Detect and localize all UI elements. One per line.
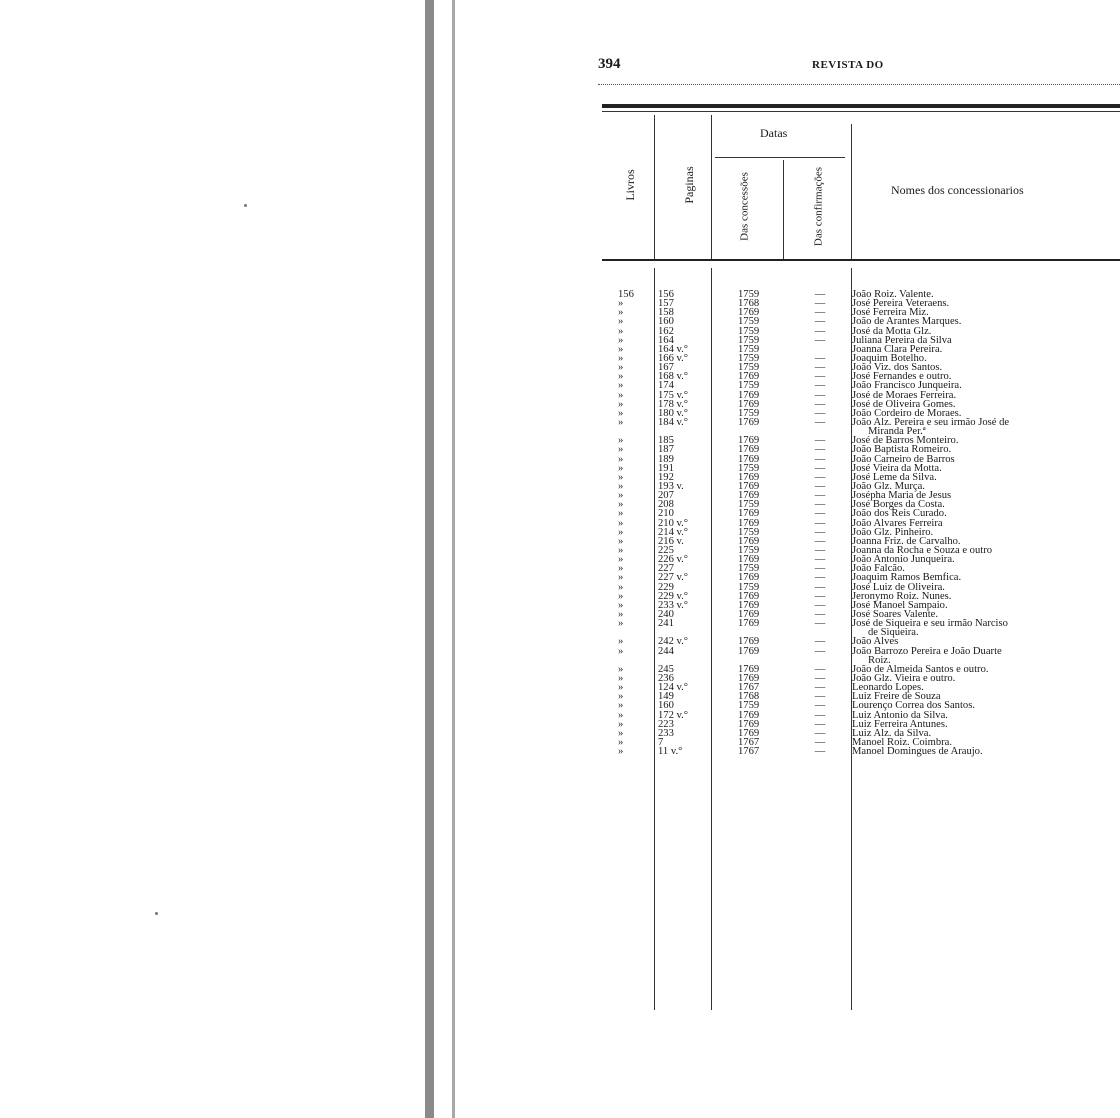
cell-pagina: 214 v.°: [658, 526, 689, 538]
table-body: [598, 290, 1120, 756]
header-das-confirmacoes: Das confirmações: [812, 166, 825, 247]
cell-livro: »: [618, 700, 624, 712]
cell-pagina: 178 v.°: [658, 398, 689, 410]
cell-livro: »: [618, 746, 624, 758]
name-line: Joaquim Ramos Bemfica.: [852, 572, 962, 584]
cell-confirmacao: —: [814, 407, 826, 419]
cell-pagina: 162: [658, 325, 674, 337]
cell-confirmacao: —: [814, 316, 826, 328]
cell-pagina: 242 v.°: [658, 636, 689, 648]
cell-confirmacao: —: [814, 416, 826, 428]
cell-confirmacao: —: [814, 490, 826, 502]
cell-livro: »: [618, 608, 624, 620]
cell-livro: »: [618, 352, 624, 364]
name-line: Josépha Maria de Jesus: [852, 490, 952, 502]
cell-confirmacao: —: [814, 517, 826, 529]
name-line: João Barrozo Pereira e João Duarte: [852, 645, 1002, 657]
cell-pagina: 229: [658, 581, 674, 593]
cell-livro: »: [618, 718, 624, 730]
cell-concessao: 1767: [738, 746, 760, 758]
cell-concessao: 1769: [738, 371, 760, 383]
header-livros: Livros: [623, 169, 637, 201]
name-line: José Luiz de Oliveira.: [852, 581, 945, 593]
cell-confirmacao: —: [814, 636, 826, 648]
cell-pagina: 216 v.: [658, 535, 684, 547]
cell-concessao: 1768: [738, 691, 760, 703]
table-top-thick-rule: [602, 104, 1120, 108]
cell-concessao: 1769: [738, 636, 760, 648]
cell-concessao: 1769: [738, 508, 760, 520]
table-top-thin-rule: [602, 111, 1120, 112]
cell-livro: »: [618, 581, 624, 593]
cell-concessao: 1769: [738, 435, 760, 447]
cell-livro: »: [618, 517, 624, 529]
cell-confirmacao: —: [814, 334, 826, 346]
cell-pagina: 149: [658, 691, 674, 703]
cell-pagina: 192: [658, 471, 674, 483]
cell-pagina: 7: [658, 736, 664, 748]
cell-livro: »: [618, 362, 624, 374]
cell-pagina: 164 v.°: [658, 343, 689, 355]
cell-nome: [852, 418, 1117, 436]
cell-confirmacao: —: [814, 554, 826, 566]
cell-pagina: 167: [658, 362, 674, 374]
table-row: [598, 619, 1120, 637]
cell-confirmacao: —: [814, 352, 826, 364]
cell-livro: »: [618, 554, 624, 566]
cell-pagina: 245: [658, 663, 674, 675]
name-line: João Roiz. Valente.: [852, 289, 934, 300]
cell-concessao: 1769: [738, 444, 760, 456]
cell-pagina: 166 v.°: [658, 352, 689, 364]
cell-concessao: 1768: [738, 298, 760, 310]
name-line: João Alves: [852, 636, 899, 648]
name-line: João Glz. Vieira e outro.: [852, 672, 956, 684]
name-line: José de Oliveira Gomes.: [852, 398, 956, 410]
cell-livro: »: [618, 453, 624, 465]
cell-nome: [852, 647, 1117, 665]
cell-concessao: 1769: [738, 672, 760, 684]
name-line: João Viz. dos Santos.: [852, 362, 943, 374]
cell-confirmacao: —: [814, 471, 826, 483]
cell-concessao: 1759: [738, 380, 760, 392]
cell-confirmacao: —: [814, 307, 826, 319]
cell-confirmacao: —: [814, 462, 826, 474]
name-line: Jeronymo Roiz. Nunes.: [852, 590, 952, 602]
name-line: José Manoel Sampaio.: [852, 599, 948, 611]
header-col-divider: [851, 124, 852, 261]
cell-concessao: 1769: [738, 398, 760, 410]
cell-livro: »: [618, 672, 624, 684]
cell-confirmacao: —: [814, 444, 826, 456]
cell-livro: »: [618, 544, 624, 556]
name-line: Manoel Domingues de Araujo.: [852, 746, 983, 758]
cell-confirmacao: —: [814, 590, 826, 602]
cell-pagina: 240: [658, 608, 674, 620]
cell-pagina: 124 v.°: [658, 682, 689, 694]
name-line: Luiz Antonio da Silva.: [852, 709, 948, 721]
cell-pagina: 236: [658, 672, 674, 684]
name-line: Joanna Friz. de Carvalho.: [852, 535, 961, 547]
cell-confirmacao: —: [814, 645, 826, 657]
cell-pagina: 210 v.°: [658, 517, 689, 529]
name-line: João Glz. Pinheiro.: [852, 526, 934, 538]
cell-confirmacao: —: [814, 727, 826, 739]
cell-livro: »: [618, 334, 624, 346]
cell-confirmacao: —: [814, 746, 826, 758]
cell-confirmacao: —: [814, 389, 826, 401]
cell-concessao: 1769: [738, 490, 760, 502]
cell-pagina: 164: [658, 334, 674, 346]
cell-livro: »: [618, 343, 624, 355]
cell-confirmacao: —: [814, 599, 826, 611]
cell-confirmacao: —: [814, 435, 826, 447]
cell-concessao: 1759: [738, 316, 760, 328]
cell-confirmacao: —: [814, 289, 826, 300]
cell-livro: »: [618, 298, 624, 310]
cell-pagina: 185: [658, 435, 674, 447]
cell-pagina: 189: [658, 453, 674, 465]
cell-concessao: 1759: [738, 362, 760, 374]
cell-concessao: 1759: [738, 352, 760, 364]
table-row: [598, 418, 1120, 436]
cell-concessao: 1769: [738, 517, 760, 529]
name-line: João Alz. Pereira e seu irmão José de: [852, 416, 1010, 428]
name-line: Miranda Per.ª: [868, 426, 926, 438]
cell-confirmacao: —: [814, 398, 826, 410]
table-row: [598, 647, 1120, 665]
cell-confirmacao: —: [814, 608, 826, 620]
cell-concessao: 1769: [738, 535, 760, 547]
name-line: José Borges da Costa.: [852, 499, 945, 511]
cell-livro: »: [618, 435, 624, 447]
cell-concessao: 1767: [738, 736, 760, 748]
scan-speck: [155, 912, 158, 915]
cell-confirmacao: —: [814, 544, 826, 556]
table-row: [598, 747, 1120, 756]
cell-pagina: 187: [658, 444, 674, 456]
cell-concessao: 1759: [738, 544, 760, 556]
header-bottom-rule: [602, 259, 1120, 261]
cell-confirmacao: —: [814, 371, 826, 383]
cell-pagina: 223: [658, 718, 674, 730]
cell-livro: 156: [618, 289, 634, 300]
cell-pagina: 227: [658, 563, 674, 575]
cell-pagina: 241: [658, 618, 674, 630]
cell-pagina: 160: [658, 700, 674, 712]
name-line: José da Motta Glz.: [852, 325, 932, 337]
cell-confirmacao: —: [814, 691, 826, 703]
cell-nome: [852, 619, 1117, 637]
name-line: João Falcão.: [852, 563, 905, 575]
cell-confirmacao: —: [814, 618, 826, 630]
cell-concessao: 1759: [738, 407, 760, 419]
scan-speck: [244, 204, 247, 207]
cell-pagina: 208: [658, 499, 674, 511]
header-datas: Datas: [760, 126, 788, 140]
header-dotted-rule: [598, 84, 1120, 85]
name-line: Juliana Pereira da Silva: [852, 334, 952, 346]
name-line: Luiz Ferreira Antunes.: [852, 718, 948, 730]
cell-concessao: 1769: [738, 416, 760, 428]
cell-concessao: 1767: [738, 682, 760, 694]
header-col-divider: [711, 115, 712, 261]
cell-pagina: 244: [658, 645, 674, 657]
cell-confirmacao: —: [814, 526, 826, 538]
cell-livro: »: [618, 398, 624, 410]
name-line: José de Siqueira e seu irmão Narciso: [852, 618, 1008, 630]
cell-concessao: 1769: [738, 590, 760, 602]
binding-gutter-dark: [425, 0, 434, 1118]
cell-concessao: 1759: [738, 563, 760, 575]
header-col-divider: [783, 160, 784, 261]
cell-confirmacao: —: [814, 380, 826, 392]
cell-confirmacao: —: [814, 672, 826, 684]
name-line: João Carneiro de Barros: [852, 453, 955, 465]
cell-livro: »: [618, 572, 624, 584]
cell-confirmacao: —: [814, 508, 826, 520]
cell-confirmacao: —: [814, 298, 826, 310]
cell-livro: »: [618, 416, 624, 428]
cell-pagina: 233: [658, 727, 674, 739]
name-line: José Soares Valente.: [852, 608, 939, 620]
cell-concessao: 1769: [738, 307, 760, 319]
name-line: Joanna Clara Pereira.: [852, 343, 943, 355]
cell-pagina: 191: [658, 462, 674, 474]
cell-pagina: 229 v.°: [658, 590, 689, 602]
cell-livro: »: [618, 736, 624, 748]
cell-livro: »: [618, 444, 624, 456]
cell-confirmacao: —: [814, 325, 826, 337]
name-line: Manoel Roiz. Coimbra.: [852, 736, 953, 748]
page-number: 394: [598, 56, 621, 72]
name-line: Joanna da Rocha e Souza e outro: [852, 544, 993, 556]
cell-concessao: 1769: [738, 572, 760, 584]
cell-livro: »: [618, 645, 624, 657]
cell-confirmacao: —: [814, 362, 826, 374]
cell-pagina: 11 v.°: [658, 746, 683, 758]
cell-livro: »: [618, 535, 624, 547]
name-line: João Francisco Junqueira.: [852, 380, 962, 392]
cell-confirmacao: —: [814, 572, 826, 584]
cell-pagina: 175 v.°: [658, 389, 689, 401]
name-line: João Antonio Junqueira.: [852, 554, 955, 566]
cell-livro: »: [618, 325, 624, 337]
cell-concessao: 1769: [738, 389, 760, 401]
cell-concessao: 1769: [738, 727, 760, 739]
cell-concessao: 1759: [738, 499, 760, 511]
cell-livro: »: [618, 380, 624, 392]
cell-livro: »: [618, 709, 624, 721]
cell-pagina: 156: [658, 289, 674, 300]
name-line: João de Almeida Santos e outro.: [852, 663, 989, 675]
cell-livro: »: [618, 691, 624, 703]
cell-livro: »: [618, 590, 624, 602]
cell-livro: »: [618, 682, 624, 694]
cell-confirmacao: —: [814, 581, 826, 593]
cell-pagina: 158: [658, 307, 674, 319]
cell-concessao: 1769: [738, 599, 760, 611]
cell-concessao: 1769: [738, 554, 760, 566]
cell-confirmacao: —: [814, 499, 826, 511]
cell-confirmacao: —: [814, 736, 826, 748]
cell-livro: »: [618, 727, 624, 739]
header-paginas: Paginas: [682, 166, 696, 204]
cell-livro: »: [618, 307, 624, 319]
header-das-concessoes: Das concessões: [738, 172, 751, 241]
cell-livro: »: [618, 471, 624, 483]
cell-confirmacao: —: [814, 709, 826, 721]
document-page: [598, 0, 1120, 1118]
datas-underline: [715, 157, 845, 158]
journal-title: REVISTA DO: [812, 59, 884, 71]
name-line: Luiz Alz. da Silva.: [852, 727, 932, 739]
cell-concessao: 1769: [738, 663, 760, 675]
cell-livro: »: [618, 371, 624, 383]
cell-pagina: 193 v.: [658, 480, 684, 492]
name-line: José Pereira Veteraens.: [852, 298, 950, 310]
cell-livro: »: [618, 490, 624, 502]
cell-livro: »: [618, 407, 624, 419]
cell-livro: »: [618, 462, 624, 474]
cell-confirmacao: —: [814, 663, 826, 675]
cell-pagina: 168 v.°: [658, 371, 689, 383]
cell-pagina: 160: [658, 316, 674, 328]
cell-pagina: 226 v.°: [658, 554, 689, 566]
cell-livro: »: [618, 636, 624, 648]
cell-nome: [852, 747, 1117, 756]
binding-gutter-light: [452, 0, 455, 1118]
name-line: Lourenço Correa dos Santos.: [852, 700, 975, 712]
name-line: João Alvares Ferreira: [852, 517, 943, 529]
cell-livro: »: [618, 480, 624, 492]
cell-livro: »: [618, 663, 624, 675]
cell-concessao: 1759: [738, 462, 760, 474]
running-head: [598, 56, 1120, 78]
cell-pagina: 180 v.°: [658, 407, 689, 419]
cell-pagina: 157: [658, 298, 674, 310]
name-line: José Fernandes e outro.: [852, 371, 952, 383]
name-line: José de Moraes Ferreira.: [852, 389, 957, 401]
name-line: João Cordeiro de Moraes.: [852, 407, 962, 419]
cell-confirmacao: —: [814, 718, 826, 730]
cell-concessao: 1759: [738, 343, 760, 355]
cell-concessao: 1769: [738, 645, 760, 657]
cell-livro: »: [618, 508, 624, 520]
name-line: Roiz.: [868, 654, 891, 666]
cell-pagina: 233 v.°: [658, 599, 689, 611]
name-line: de Siqueira.: [868, 627, 919, 639]
cell-concessao: 1769: [738, 608, 760, 620]
cell-concessao: 1769: [738, 618, 760, 630]
cell-concessao: 1759: [738, 526, 760, 538]
cell-pagina: 174: [658, 380, 674, 392]
cell-pagina: 172 v.°: [658, 709, 689, 721]
cell-concessao: 1759: [738, 581, 760, 593]
cell-pagina: 210: [658, 508, 674, 520]
name-line: Joaquim Botelho.: [852, 352, 927, 364]
cell-confirmacao: —: [814, 480, 826, 492]
name-line: José Leme da Silva.: [852, 471, 937, 483]
name-line: Luiz Freire de Souza: [852, 691, 941, 703]
cell-concessao: 1769: [738, 718, 760, 730]
name-line: José Vieira da Motta.: [852, 462, 942, 474]
cell-concessao: 1759: [738, 325, 760, 337]
cell-livro: »: [618, 389, 624, 401]
cell-confirmacao: —: [814, 453, 826, 465]
cell-concessao: 1769: [738, 453, 760, 465]
cell-concessao: 1769: [738, 471, 760, 483]
cell-concessao: 1759: [738, 334, 760, 346]
cell-concessao: 1759: [738, 700, 760, 712]
name-line: João de Arantes Marques.: [852, 316, 962, 328]
cell-livro: »: [618, 316, 624, 328]
cell-livro: »: [618, 526, 624, 538]
header-col-divider: [654, 115, 655, 261]
cell-livro: »: [618, 499, 624, 511]
name-line: Leonardo Lopes.: [852, 682, 924, 694]
cell-livro: »: [618, 599, 624, 611]
header-nomes: Nomes dos concessionarios: [891, 183, 1024, 197]
cell-pagina: 207: [658, 490, 674, 502]
name-line: João Glz. Murça.: [852, 480, 925, 492]
name-line: José de Barros Monteiro.: [852, 435, 959, 447]
cell-livro: »: [618, 563, 624, 575]
cell-confirmacao: —: [814, 563, 826, 575]
cell-confirmacao: —: [814, 682, 826, 694]
name-line: José Ferreira Miz.: [852, 307, 929, 319]
cell-livro: »: [618, 618, 624, 630]
name-line: João dos Reis Curado.: [852, 508, 947, 520]
cell-concessao: 1769: [738, 480, 760, 492]
cell-pagina: 227 v.°: [658, 572, 689, 584]
cell-concessao: 1769: [738, 709, 760, 721]
cell-pagina: 184 v.°: [658, 416, 689, 428]
cell-confirmacao: —: [814, 535, 826, 547]
cell-pagina: 225: [658, 544, 674, 556]
cell-concessao: 1759: [738, 289, 760, 300]
cell-confirmacao: —: [814, 700, 826, 712]
name-line: João Baptista Romeiro.: [852, 444, 952, 456]
